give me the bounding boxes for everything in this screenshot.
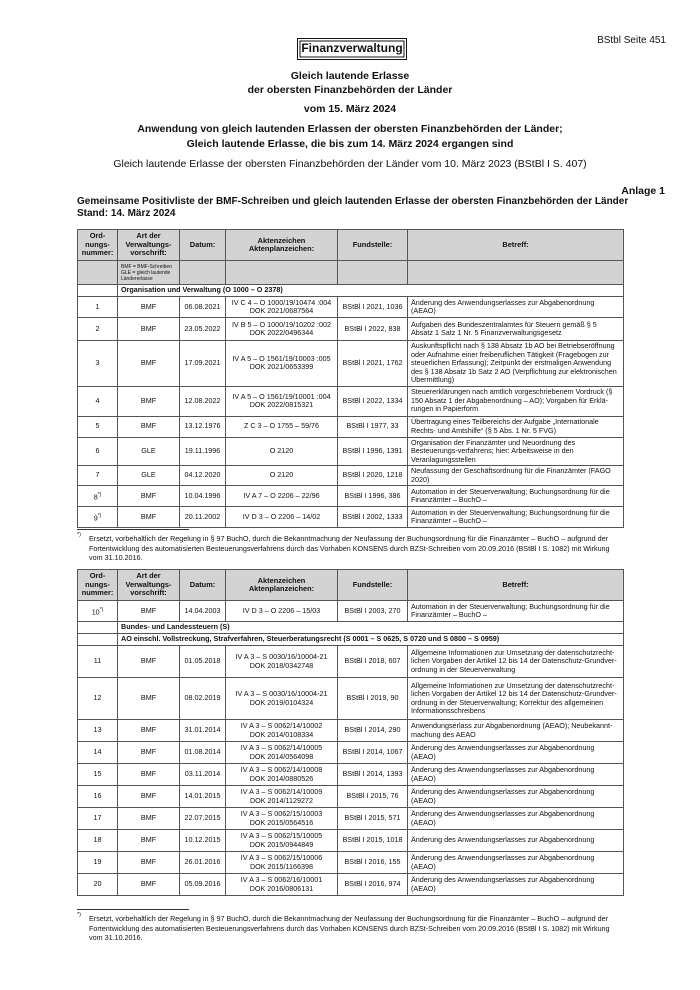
aktenzeichen-line-2: DOK 2015/0944849 [249, 839, 314, 849]
cell-fundstelle: BStBl I 2015, 571 [338, 808, 408, 830]
aktenzeichen-line-1: IV A 3 – S 0030/16/10004-21 [235, 652, 328, 661]
cell-art: BMF [118, 764, 180, 786]
heading-line-2: der obersten Finanzbehörden der Länder [247, 84, 453, 96]
aktenzeichen-line-1: IV C 4 – O 1000/19/10474 :004 [231, 297, 332, 307]
section-heading: Bundes- und Landessteuern (S) [118, 622, 624, 634]
cell-nr [78, 830, 118, 852]
aktenzeichen-line-1: IV A 3 – S 0062/14/10009 [240, 787, 323, 796]
col-az-header: Aktenzeichen Aktenplanzeichen: [226, 230, 338, 261]
aktenzeichen-line-1: IV A 3 – S 0030/16/10004-21 [235, 689, 328, 698]
table-row [78, 437, 624, 466]
table-row [78, 808, 624, 830]
cell-art: BMF [118, 341, 180, 387]
aktenzeichen-line-1: O 2120 [269, 470, 294, 480]
ordnungsnummer: 18 [93, 835, 102, 845]
cell-art: BMF [118, 852, 180, 874]
cell-date: 01.08.2014 [180, 742, 226, 764]
col-art-header: Art der Verwaltungs-vorschrift: [118, 570, 180, 601]
cell-betreff: Organisation der Finanzämter und Neuordnung des Besteuerungs-verfahrens; hier: Arbeitsweise in den Veranlagungsstellen [408, 437, 624, 466]
aktenzeichen-line-2: DOK 2022/0496344 [249, 328, 314, 337]
cell-betreff: Änderung des Anwendungserlasses zur Abgabenordnung [408, 830, 624, 852]
cell-betreff: Änderung des Anwendungserlasses zur Abgabenordnung (AEAO) [408, 742, 624, 764]
col-date-header: Datum: [180, 570, 226, 601]
cell-date: 14.01.2015 [180, 786, 226, 808]
cell-fundstelle: BStBl I 2015, 1018 [338, 830, 408, 852]
cell-fundstelle: BStBl I 2019, 90 [338, 678, 408, 720]
list-title-line-2: Stand: 14. März 2024 [77, 208, 176, 219]
ordnungsnummer: 11 [93, 656, 102, 666]
cell-nr [78, 852, 118, 874]
col-betreff-header: Betreff: [408, 230, 624, 261]
ordnungsnummer: 8 [93, 491, 98, 501]
attachment-label: Anlage 1 [621, 185, 665, 197]
cell-aktenzeichen [226, 874, 338, 896]
cell-date: 05.09.2016 [180, 874, 226, 896]
cell-date: 26.01.2016 [180, 852, 226, 874]
cell-aktenzeichen [226, 786, 338, 808]
cell-art: BMF [118, 416, 180, 437]
cell-fundstelle: BStBl I 2022, 838 [338, 318, 408, 341]
cell-aktenzeichen [226, 742, 338, 764]
cell-aktenzeichen [226, 678, 338, 720]
cell-date: 10.04.1996 [180, 486, 226, 507]
cell-nr [78, 874, 118, 896]
heading-date: vom 15. März 2024 [303, 103, 397, 115]
table-row [78, 678, 624, 720]
cell-aktenzeichen [226, 386, 338, 416]
cell-nr [78, 466, 118, 486]
cell-fundstelle: BStBl I 1977, 33 [338, 416, 408, 437]
section-row [78, 634, 624, 646]
cell-date: 17.09.2021 [180, 341, 226, 387]
ordnungsnummer: 20 [93, 879, 102, 889]
cell-date: 19.11.1996 [180, 437, 226, 466]
cell-nr [78, 297, 118, 318]
cell-art: BMF [118, 601, 180, 622]
aktenzeichen-line-2: DOK 2016/0806131 [249, 883, 314, 893]
footnote [77, 534, 622, 563]
cell-date: 04.12.2020 [180, 466, 226, 486]
cell-betreff: Änderung des Anwendungserlasses zur Abgabenordnung (AEAO) [408, 852, 624, 874]
list-title [77, 196, 628, 220]
cell-art: BMF [118, 646, 180, 678]
cell-nr [78, 646, 118, 678]
cell-nr [78, 601, 118, 622]
legend-line-1: BMF = BMF-Schreiben [121, 263, 172, 270]
aktenzeichen-line-1: O 2120 [269, 446, 294, 455]
col-az-header: Aktenzeichen Aktenplanzeichen: [226, 570, 338, 601]
cell-nr [78, 786, 118, 808]
ordnungsnummer: 16 [93, 791, 102, 801]
cell-fundstelle: BStBl I 2002, 1333 [338, 507, 408, 528]
cell-betreff: Allgemeine Informationen zur Umsetzung der datenschutzrecht-lichen Vorgaben der Artikel 12 bis 14 der Datenschutz-Grundver-ordnung in der Steuerverwaltung; Korrektur des allgemeinen Informationsschreibens [408, 678, 624, 720]
cell-art: BMF [118, 386, 180, 416]
table-row [78, 486, 624, 507]
aktenzeichen-line-2: DOK 2019/0104324 [249, 697, 314, 707]
footnote-mark: *) [77, 532, 81, 538]
cell-art: BMF [118, 486, 180, 507]
col-fund-header: Fundstelle: [338, 570, 408, 601]
cell-art: BMF [118, 808, 180, 830]
cell-fundstelle: BStBl I 1996, 1391 [338, 437, 408, 466]
reference-line: Gleich lautende Erlasse der obersten Finanzbehörden der Länder vom 10. März 2023 (BStBl I S. 407) [113, 158, 587, 170]
cell-betreff: Allgemeine Informationen zur Umsetzung der datenschutzrecht-lichen Vorgaben der Artikel 12 bis 14 der Datenschutz-Grundver-ordnung in der Steuerverwaltung [408, 646, 624, 678]
cell-fundstelle: BStBl I 2015, 76 [338, 786, 408, 808]
cell-betreff: Änderung des Anwendungserlasses zur Abgabenordnung (AEAO) [408, 874, 624, 896]
cell-art: BMF [118, 297, 180, 318]
aktenzeichen-line-1: IV D 3 – O 2206 – 15/03 [242, 605, 321, 615]
legend-line-2: GLE = gleich lautende Ländererlasse [121, 269, 171, 282]
cell-fundstelle: BStBl I 2022, 1334 [338, 386, 408, 416]
section-heading: AO einschl. Vollstreckung, Strafverfahren, Steuerberatungsrecht (S 0001 – S 0625, S 0720 und S 0800 – S 0959) [118, 634, 624, 646]
cell-nr [78, 486, 118, 507]
cell-fundstelle: BStBl I 2014, 1067 [338, 742, 408, 764]
header-row [78, 230, 624, 261]
ordnungsnummer: 13 [93, 725, 102, 735]
ordnungsnummer: 9 [93, 512, 98, 522]
page-title: Finanzverwaltung [297, 38, 407, 60]
aktenzeichen-line-1: IV A 3 – S 0062/15/10003 [240, 809, 323, 818]
cell-nr [78, 764, 118, 786]
cell-fundstelle: BStBl I 2020, 1218 [338, 466, 408, 486]
cell-aktenzeichen [226, 646, 338, 678]
cell-fundstelle: BStBl I 2016, 155 [338, 852, 408, 874]
subject-line-1: Anwendung von gleich lautenden Erlassen der obersten Finanzbehörden der Länder; [137, 123, 563, 135]
section-heading: Organisation und Verwaltung (O 1000 – O 2378) [118, 285, 624, 297]
ordnungsnummer: 6 [95, 446, 100, 455]
col-betreff-header: Betreff: [408, 570, 624, 601]
cell-fundstelle: BStBl I 1996, 386 [338, 486, 408, 507]
table-row [78, 874, 624, 896]
cell-fundstelle: BStBl I 2014, 1393 [338, 764, 408, 786]
cell-aktenzeichen [226, 466, 338, 486]
table-row [78, 601, 624, 622]
footnote-divider [77, 529, 189, 530]
table-row [78, 830, 624, 852]
positive-list-table-1 [77, 229, 624, 528]
ordnungsnummer: 19 [93, 857, 102, 867]
cell-nr [78, 507, 118, 528]
aktenzeichen-line-2: DOK 2015/0564516 [249, 817, 314, 827]
aktenzeichen-line-1: IV A 5 – O 1561/19/10001 :004 [232, 391, 331, 401]
cell-betreff: Anwendungserlass zur Abgabenordnung (AEAO); Neubekannt-machung des AEAO [408, 720, 624, 742]
cell-art: GLE [118, 437, 180, 466]
aktenzeichen-line-2: DOK 2014/1129272 [249, 795, 313, 805]
cell-aktenzeichen [226, 318, 338, 341]
cell-aktenzeichen [226, 416, 338, 437]
cell-betreff: Steuererklärungen nach amtlich vorgeschriebenem Vordruck (§ 150 Absatz 1 der Abgabenordnung – AO); Vorgaben für Erklä-rungen in Papierform [408, 386, 624, 416]
footnote-ref: *) [99, 606, 104, 613]
cell-nr [78, 416, 118, 437]
cell-nr [78, 437, 118, 466]
cell-betreff: Änderung des Anwendungserlasses zur Abgabenordnung (AEAO) [408, 297, 624, 318]
cell-aktenzeichen [226, 601, 338, 622]
cell-date: 14.04.2003 [180, 601, 226, 622]
table-row [78, 852, 624, 874]
footnote-ref: *) [97, 512, 102, 519]
cell-art: BMF [118, 786, 180, 808]
cell-art: BMF [118, 830, 180, 852]
subject-line-2: Gleich lautende Erlasse, die bis zum 14. März 2024 ergangen sind [186, 138, 514, 150]
aktenzeichen-line-2: DOK 2015/1166398 [249, 861, 313, 871]
ordnungsnummer: 3 [95, 358, 100, 367]
ordnungsnummer: 17 [93, 813, 102, 823]
aktenzeichen-line-1: IV D 3 – O 2206 – 14/02 [242, 511, 321, 521]
section-row [78, 285, 624, 297]
cell-date: 13.12.1976 [180, 416, 226, 437]
footnote-ref: *) [97, 491, 102, 498]
ordnungsnummer: 2 [95, 323, 100, 333]
header-row [78, 570, 624, 601]
table-row [78, 466, 624, 486]
cell-aktenzeichen [226, 808, 338, 830]
list-title-line-1: Gemeinsame Positivliste der BMF-Schreiben und gleich lautenden Erlasse der obersten Finanzbehörden der Länder [77, 196, 629, 207]
cell-betreff: Automation in der Steuerverwaltung; Buchungsordnung für die Finanzämter – BuchO – [408, 486, 624, 507]
ordnungsnummer: 5 [95, 421, 100, 431]
cell-betreff: Änderung des Anwendungserlasses zur Abgabenordnung (AEAO) [408, 786, 624, 808]
cell-fundstelle: BStBl I 2014, 290 [338, 720, 408, 742]
footnote-mark: *) [77, 912, 81, 918]
cell-art: BMF [118, 678, 180, 720]
table-row [78, 786, 624, 808]
cell-date: 08.02.2019 [180, 678, 226, 720]
table-row [78, 742, 624, 764]
cell-date: 10.12.2015 [180, 830, 226, 852]
cell-fundstelle: BStBl I 2018, 607 [338, 646, 408, 678]
table-row [78, 416, 624, 437]
cell-date: 06.08.2021 [180, 297, 226, 318]
aktenzeichen-line-1: IV B 5 – O 1000/19/10202 :002 [231, 319, 332, 329]
cell-aktenzeichen [226, 507, 338, 528]
table-row [78, 720, 624, 742]
cell-aktenzeichen [226, 852, 338, 874]
aktenzeichen-line-1: IV A 3 – S 0062/15/10006 [240, 853, 323, 862]
aktenzeichen-line-2: DOK 2021/0653399 [249, 362, 314, 372]
cell-art: GLE [118, 466, 180, 486]
cell-fundstelle: BStBl I 2021, 1036 [338, 297, 408, 318]
table-row [78, 386, 624, 416]
cell-nr [78, 318, 118, 341]
cell-aktenzeichen [226, 297, 338, 318]
aktenzeichen-line-1: IV A 3 – S 0062/16/10001 [240, 875, 323, 884]
cell-art: BMF [118, 874, 180, 896]
ordnungsnummer: 12 [93, 693, 102, 703]
table-row [78, 507, 624, 528]
cell-betreff: Änderung des Anwendungserlasses zur Abgabenordnung (AEAO) [408, 764, 624, 786]
ordnungsnummer: 1 [95, 301, 100, 311]
aktenzeichen-line-1: IV A 3 – S 0062/15/10005 [240, 831, 323, 840]
cell-betreff: Neufassung der Geschäftsordnung für die Finanzämter (FAGO 2020) [408, 466, 624, 486]
cell-nr [78, 386, 118, 416]
aktenzeichen-line-2: DOK 2014/0880526 [249, 773, 314, 783]
heading-line-1: Gleich lautende Erlasse [290, 70, 410, 82]
cell-art: BMF [118, 720, 180, 742]
table-row [78, 341, 624, 387]
cell-date: 01.05.2018 [180, 646, 226, 678]
page-reference: BStbl Seite 451 [597, 35, 666, 46]
cell-art: BMF [118, 318, 180, 341]
cell-betreff: Aufgaben des Bundeszentralamtes für Steuern gemäß § 5 Absatz 1 Satz 1 Nr. 5 Finanzverwaltungsgesetz [408, 318, 624, 341]
cell-date: 20.11.2002 [180, 507, 226, 528]
cell-date: 12.08.2022 [180, 386, 226, 416]
table-row [78, 764, 624, 786]
cell-nr [78, 341, 118, 387]
cell-date: 23.05.2022 [180, 318, 226, 341]
cell-aktenzeichen [226, 486, 338, 507]
aktenzeichen-line-1: IV A 3 – S 0062/14/10005 [240, 743, 323, 752]
cell-betreff: Übertragung eines Teilbereichs der Aufgabe „Internationale Rechts- und Amtshilfe“ (§ 5 Abs. 1 Nr. 5 FVG) [408, 416, 624, 437]
cell-nr [78, 678, 118, 720]
col-date-header: Datum: [180, 230, 226, 261]
cell-betreff: Auskunftspflicht nach § 138 Absatz 1b AO bei Betriebseröffnung oder Aufnahme einer freiberuflichen Tätigkeit (Fragebogen zur steuerlichen Erfassung); Zeitpunkt der erstmaligen Anwendung des § 138 Absatz 1b Satz 2 AO (Verpflichtung zur elektronischen Übermittlung) [408, 341, 624, 387]
cell-date: 03.11.2014 [180, 764, 226, 786]
col-fund-header: Fundstelle: [338, 230, 408, 261]
aktenzeichen-line-1: Z C 3 – O 1755 – 59/76 [243, 421, 320, 431]
ordnungsnummer: 7 [95, 470, 100, 480]
aktenzeichen-line-2: DOK 2022/0815321 [249, 400, 314, 409]
aktenzeichen-line-1: IV A 5 – O 1561/19/10003 :005 [232, 353, 331, 363]
ordnungsnummer: 4 [95, 395, 100, 405]
cell-fundstelle: BStBl I 2021, 1762 [338, 341, 408, 387]
cell-betreff: Änderung des Anwendungserlasses zur Abgabenordnung (AEAO) [408, 808, 624, 830]
aktenzeichen-line-1: IV A 7 – O 2206 – 22/96 [243, 490, 320, 500]
cell-aktenzeichen [226, 437, 338, 466]
cell-betreff: Automation in der Steuerverwaltung; Buchungsordnung für die Finanzämter – BuchO – [408, 507, 624, 528]
aktenzeichen-line-2: DOK 2014/0108334 [249, 729, 314, 739]
ordnungsnummer: 10 [91, 606, 100, 616]
cell-art: BMF [118, 507, 180, 528]
footnote [77, 914, 622, 943]
cell-betreff: Automation in der Steuerverwaltung; Buchungsordnung für die Finanzämter – BuchO – [408, 601, 624, 622]
col-nr-header: Ord-nungs-nummer: [78, 570, 118, 601]
cell-date: 31.01.2014 [180, 720, 226, 742]
cell-aktenzeichen [226, 764, 338, 786]
cell-date: 22.07.2015 [180, 808, 226, 830]
positive-list-table-2 [77, 569, 624, 896]
aktenzeichen-line-2: DOK 2021/0687564 [249, 306, 314, 315]
legend-cell [118, 261, 180, 285]
cell-nr [78, 742, 118, 764]
aktenzeichen-line-1: IV A 3 – S 0062/14/10002 [240, 721, 323, 730]
table-row [78, 297, 624, 318]
footnote-divider [77, 909, 189, 910]
section-row [78, 622, 624, 634]
ordnungsnummer: 14 [93, 747, 102, 757]
footnote-text: Ersetzt, vorbehaltlich der Regelung in § 97 BuchO, durch die Bekanntmachung der Neufassung der Buchungsordnung für die Finanzämter – BuchO – aufgrund der Fortentwicklung des automatisierten Besteuerungsverfahrens durch das Vorhaben KONSENS durch BZSt-Schreiben vom 20.09.2016 (BStBl I S. 1082) mit Wirkung vom 31.10.2016. [89, 914, 610, 942]
footnote-text: Ersetzt, vorbehaltlich der Regelung in § 97 BuchO, durch die Bekanntmachung der Neufassung der Buchungsordnung für die Finanzämter – BuchO – aufgrund der Fortentwicklung des automatisierten Besteuerungsverfahrens durch das Vorhaben KONSENS durch BZSt-Schreiben vom 20.09.2016 (BStBl I S. 1082) mit Wirkung vom 31.10.2016. [89, 534, 610, 562]
col-art-header: Art der Verwaltungs-vorschrift: [118, 230, 180, 261]
cell-art: BMF [118, 742, 180, 764]
legend-row [78, 261, 624, 285]
table-row [78, 318, 624, 341]
ordnungsnummer: 15 [93, 769, 102, 779]
cell-aktenzeichen [226, 830, 338, 852]
aktenzeichen-line-2: DOK 2014/0564098 [249, 751, 314, 761]
cell-fundstelle: BStBl I 2003, 270 [338, 601, 408, 622]
aktenzeichen-line-1: IV A 3 – S 0062/14/10008 [240, 765, 323, 774]
cell-nr [78, 808, 118, 830]
col-nr-header: Ord-nungs-nummer: [78, 230, 118, 261]
cell-fundstelle: BStBl I 2016, 974 [338, 874, 408, 896]
cell-aktenzeichen [226, 720, 338, 742]
cell-nr [78, 720, 118, 742]
table-row [78, 646, 624, 678]
aktenzeichen-line-2: DOK 2018/0342748 [249, 660, 314, 670]
cell-aktenzeichen [226, 341, 338, 387]
